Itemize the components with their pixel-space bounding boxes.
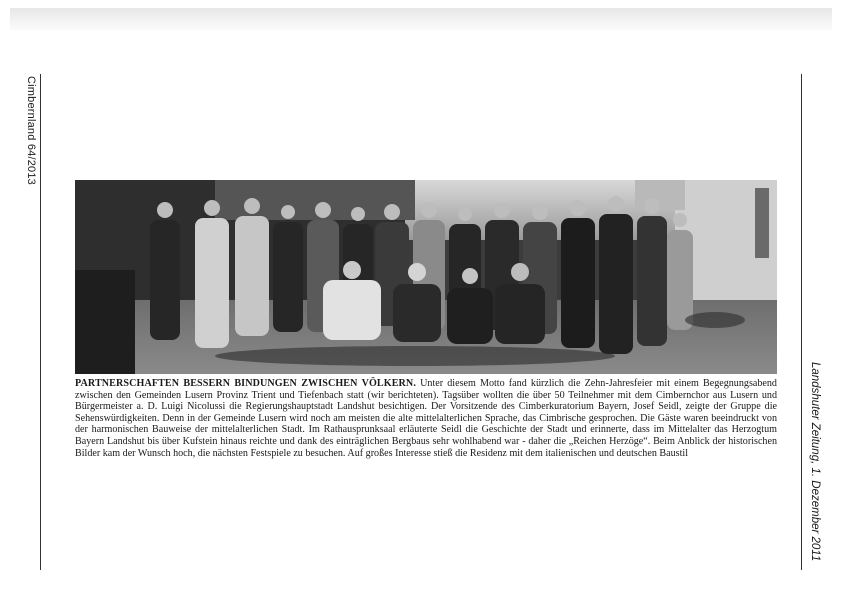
group-photo: [75, 180, 777, 374]
article-headline: PARTNERSCHAFTEN BESSERN BINDUNGEN ZWISCHEN VÖLKERN.: [75, 378, 416, 389]
source-label-right: Landshuter Zeitung, 1. Dezember 2011: [809, 362, 821, 562]
group-photo-illustration: [75, 180, 777, 374]
right-margin-rule: [801, 74, 802, 570]
left-margin-rule: [40, 74, 41, 570]
source-label-left: Cimbernland 64/2013: [25, 76, 37, 185]
article-text: [75, 378, 777, 459]
scan-edge-shadow: [10, 8, 832, 30]
article-body: Unter diesem Motto fand kürzlich die Zehn-Jahresfeier mit einem Begegnungsabend zwischen den Gemeinden Lusern Provinz Trient und Tiefenbach statt (wir berichteten). Tagsüber wollten die über 50 Teilnehmer mit dem Cimbernchor aus Lusern und Bürgermeister a. D. Luigi Nicolussi die Regierungshauptstadt Landshut besichtigen. Der Vorsitzende des Cimberkuratorium Bayern, Josef Seidl, zeigte der Gruppe die Sehenswürdigkeiten. Denn in der Gemeinde Lusern wird noch am meisten die alte mittelalterlichen Sprache, das Cimbrische gesprochen. Die Gäste waren beeindruckt von der harmonischen Bauweise der mittelalterlichen Stadt. Im Rathausprunksaal erläuterte Seidl die Geschichte der Stadt und erinnerte, dass im Mittelalter das Herzogtum Bayern Landshut bis über Kufstein hinaus reichte und dank des einträglichen Bergbaus sehr wohlhabend war - daher die „Reichen Herzöge“. Beim Anblick der historischen Bilder kam der Wunsch hoch, die nächsten Festspiele zu besuchen. Auf großes Interesse stieß die Residenz mit dem italienischen und deutschen Baustil: [75, 378, 777, 459]
